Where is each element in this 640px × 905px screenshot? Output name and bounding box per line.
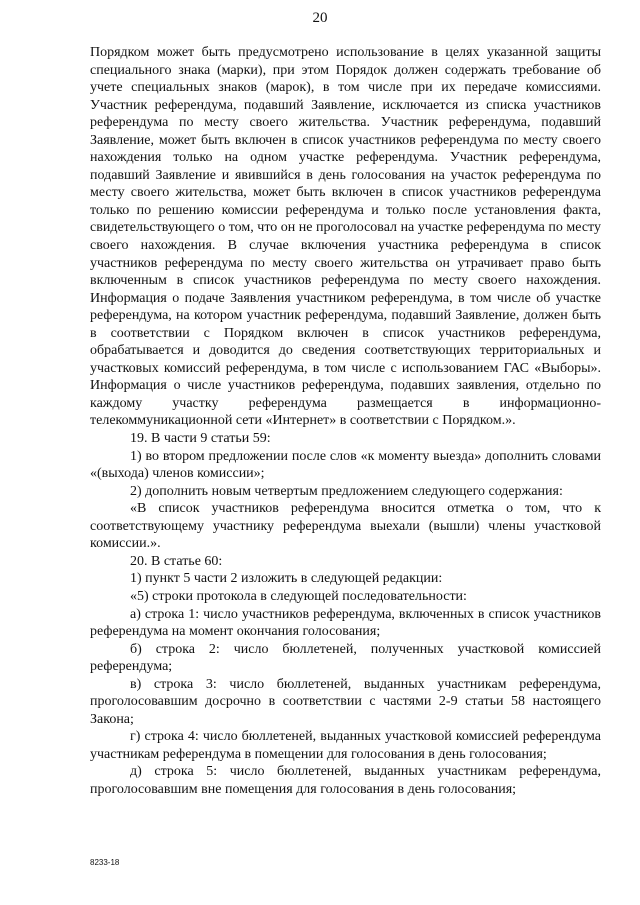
- paragraph-line-d: г) строка 4: число бюллетеней, выданных участковой комиссией референдума участникам референдума в помещении для голосования в день голосования;: [90, 729, 601, 762]
- paragraph-line-c: в) строка 3: число бюллетеней, выданных участникам референдума, проголосовавшим досрочно в соответствии с частями 2-9 статьи 58 настоящего Закона;: [90, 676, 601, 727]
- paragraph-item-20: 20. В статье 60:: [130, 553, 223, 569]
- paragraph-line-e: д) строка 5: число бюллетеней, выданных участникам референдума, проголосовавшим вне помещения для голосования в день голосования;: [90, 764, 601, 797]
- paragraph-protocol-lines: «5) строки протокола в следующей последовательности:: [130, 588, 467, 604]
- paragraph-item-19-1: 1) во втором предложении после слов «к моменту выезда» дополнить словами «(выхода) членов комиссии»;: [90, 448, 601, 482]
- paragraph-item-19-2: 2) дополнить новым четвертым предложением следующего содержания:: [130, 483, 563, 499]
- paragraph-line-a: а) строка 1: число участников референдума, включенных в список участников референдума на момент окончания голосования;: [90, 606, 601, 640]
- document-body: [90, 44, 601, 799]
- paragraph-continuation: Порядком может быть предусмотрено использование в целях указанной защиты специального знака (марки), при этом Порядок должен содержать требование об учете специальных знаков (марок), в том числе при их передаче комиссиями. Участник референдума, подавший Заявление, исключается из списка участников референдума по месту своего жительства. Участник референдума, подавший Заявление, может быть включен в список участников референдума по месту своего нахождения только на одном участке референдума. Участник референдума, подавший Заявление и явившийся в день голосования на участок референдума по месту своего жительства, может быть включен в список участников референдума только по решению комиссии референдума и только после установления факта, свидетельствующего о том, что он не проголосовал на участке референдума по месту своего нахождения. В случае включения участника референдума в список участников референдума по месту своего жительства он утрачивает право быть включенным в список участников референдума по месту своего нахождения. Информация о подаче Заявления участником референдума, в том числе об участке референдума, на котором участник референдума, подавший Заявление, должен быть в соответствии с Порядком включен в список участников референдума, обрабатывается и доводится до сведения соответствующих территориальных и участковых комиссий референдума, в том числе с использованием ГАС «Выборы». Информация о числе участников референдума, подавших заявления, отдельно по каждому участку референдума размещается в информационно-телекоммуникационной сети «Интернет» в соответствии с Порядком.».: [90, 45, 601, 429]
- paragraph-line-b: б) строка 2: число бюллетеней, полученных участковой комиссией референдума;: [90, 641, 601, 675]
- page-number: 20: [312, 10, 328, 26]
- paragraph-quote: «В список участников референдума вносится отметка о том, что к соответствующему участнику референдума выехали (вышли) члены участковой комиссии.».: [90, 501, 601, 552]
- paragraph-item-19: 19. В части 9 статьи 59:: [130, 431, 271, 447]
- document-code: 8233-18: [90, 858, 120, 867]
- paragraph-item-20-1: 1) пункт 5 части 2 изложить в следующей редакции:: [130, 571, 443, 587]
